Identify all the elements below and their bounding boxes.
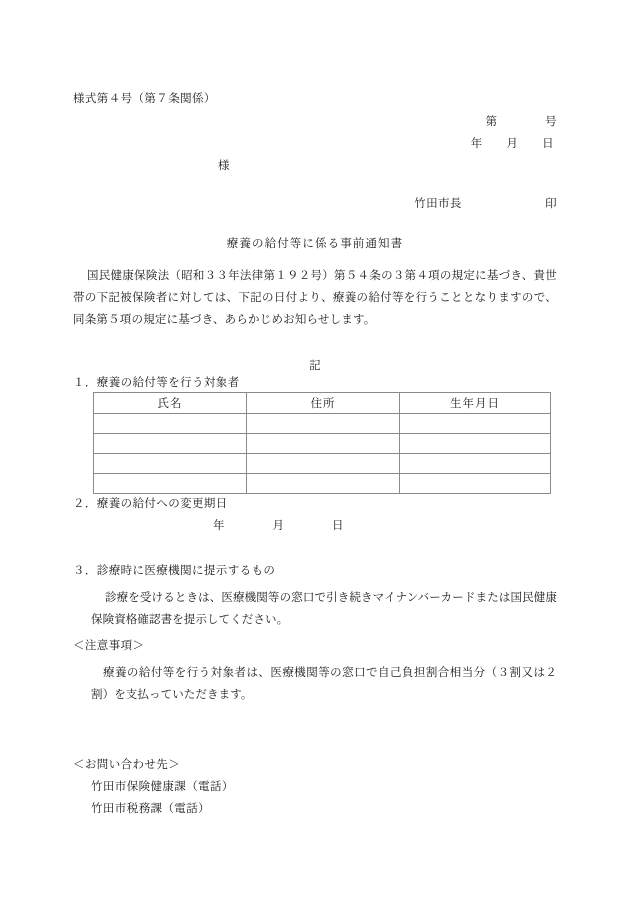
page-title: 療養の給付等に係る事前通知書 [226,238,404,250]
cell-name[interactable] [94,414,247,434]
document-number-field: 第 号 [485,116,557,128]
section2-heading: ２．療養の給付への変更期日 [73,498,228,510]
cell-address[interactable] [247,414,400,434]
cell-name[interactable] [94,474,247,494]
section2-date-field: 年 月 日 [213,520,344,532]
cell-birthdate[interactable] [400,454,551,474]
target-persons-table [93,392,551,494]
issuer-name-and-seal: 竹田市長 印 [414,198,557,210]
intro-paragraph: 国民健康保険法（昭和３３年法律第１９２号）第５４条の３第４項の規定に基づき、貴世帯の下記被保険者に対しては、下記の日付より、療養の給付等を行うこととなりますので、同条第５項の規定に基づき、あらかじめお知らせします。 [73,270,557,326]
table-row [94,474,551,494]
cell-address[interactable] [247,474,400,494]
section3-heading: ３．診療時に医療機関に提示するもの [73,565,276,577]
form-number: 様式第４号（第７条関係） [73,93,216,105]
cell-birthdate[interactable] [400,434,551,454]
table-header-row [94,393,551,414]
section3-body: 診療を受けるときは、医療機関等の窓口で引き続きマイナンバーカードまたは国民健康保険資格確認書を提示してください。 [91,592,557,626]
column-header-address: 住所 [247,393,400,414]
ki-marker: 記 [309,360,321,372]
table-row [94,454,551,474]
contact-line-tax-division: 竹田市税務課（電話） [91,803,210,815]
contact-heading: ＜お問い合わせ先＞ [73,759,181,771]
cell-name[interactable] [94,434,247,454]
section1-heading: １．療養の給付等を行う対象者 [73,377,240,389]
document-body [73,0,557,903]
column-header-name: 氏名 [94,393,247,414]
cell-name[interactable] [94,454,247,474]
cell-birthdate[interactable] [400,414,551,434]
table-row [94,434,551,454]
cell-birthdate[interactable] [400,474,551,494]
cell-address[interactable] [247,434,400,454]
notice-body: 療養の給付等を行う対象者は、医療機関等の窓口で自己負担割合相当分（３割又は２割）を支払っていただきます。 [91,667,557,701]
table-row [94,414,551,434]
column-header-birthdate: 生年月日 [400,393,551,414]
cell-address[interactable] [247,454,400,474]
contact-line-insurance-health-division: 竹田市保険健康課（電話） [91,781,234,793]
addressee-honorific: 様 [218,160,230,172]
document-date-field: 年 月 日 [470,138,554,150]
notice-heading: ＜注意事項＞ [73,640,145,652]
